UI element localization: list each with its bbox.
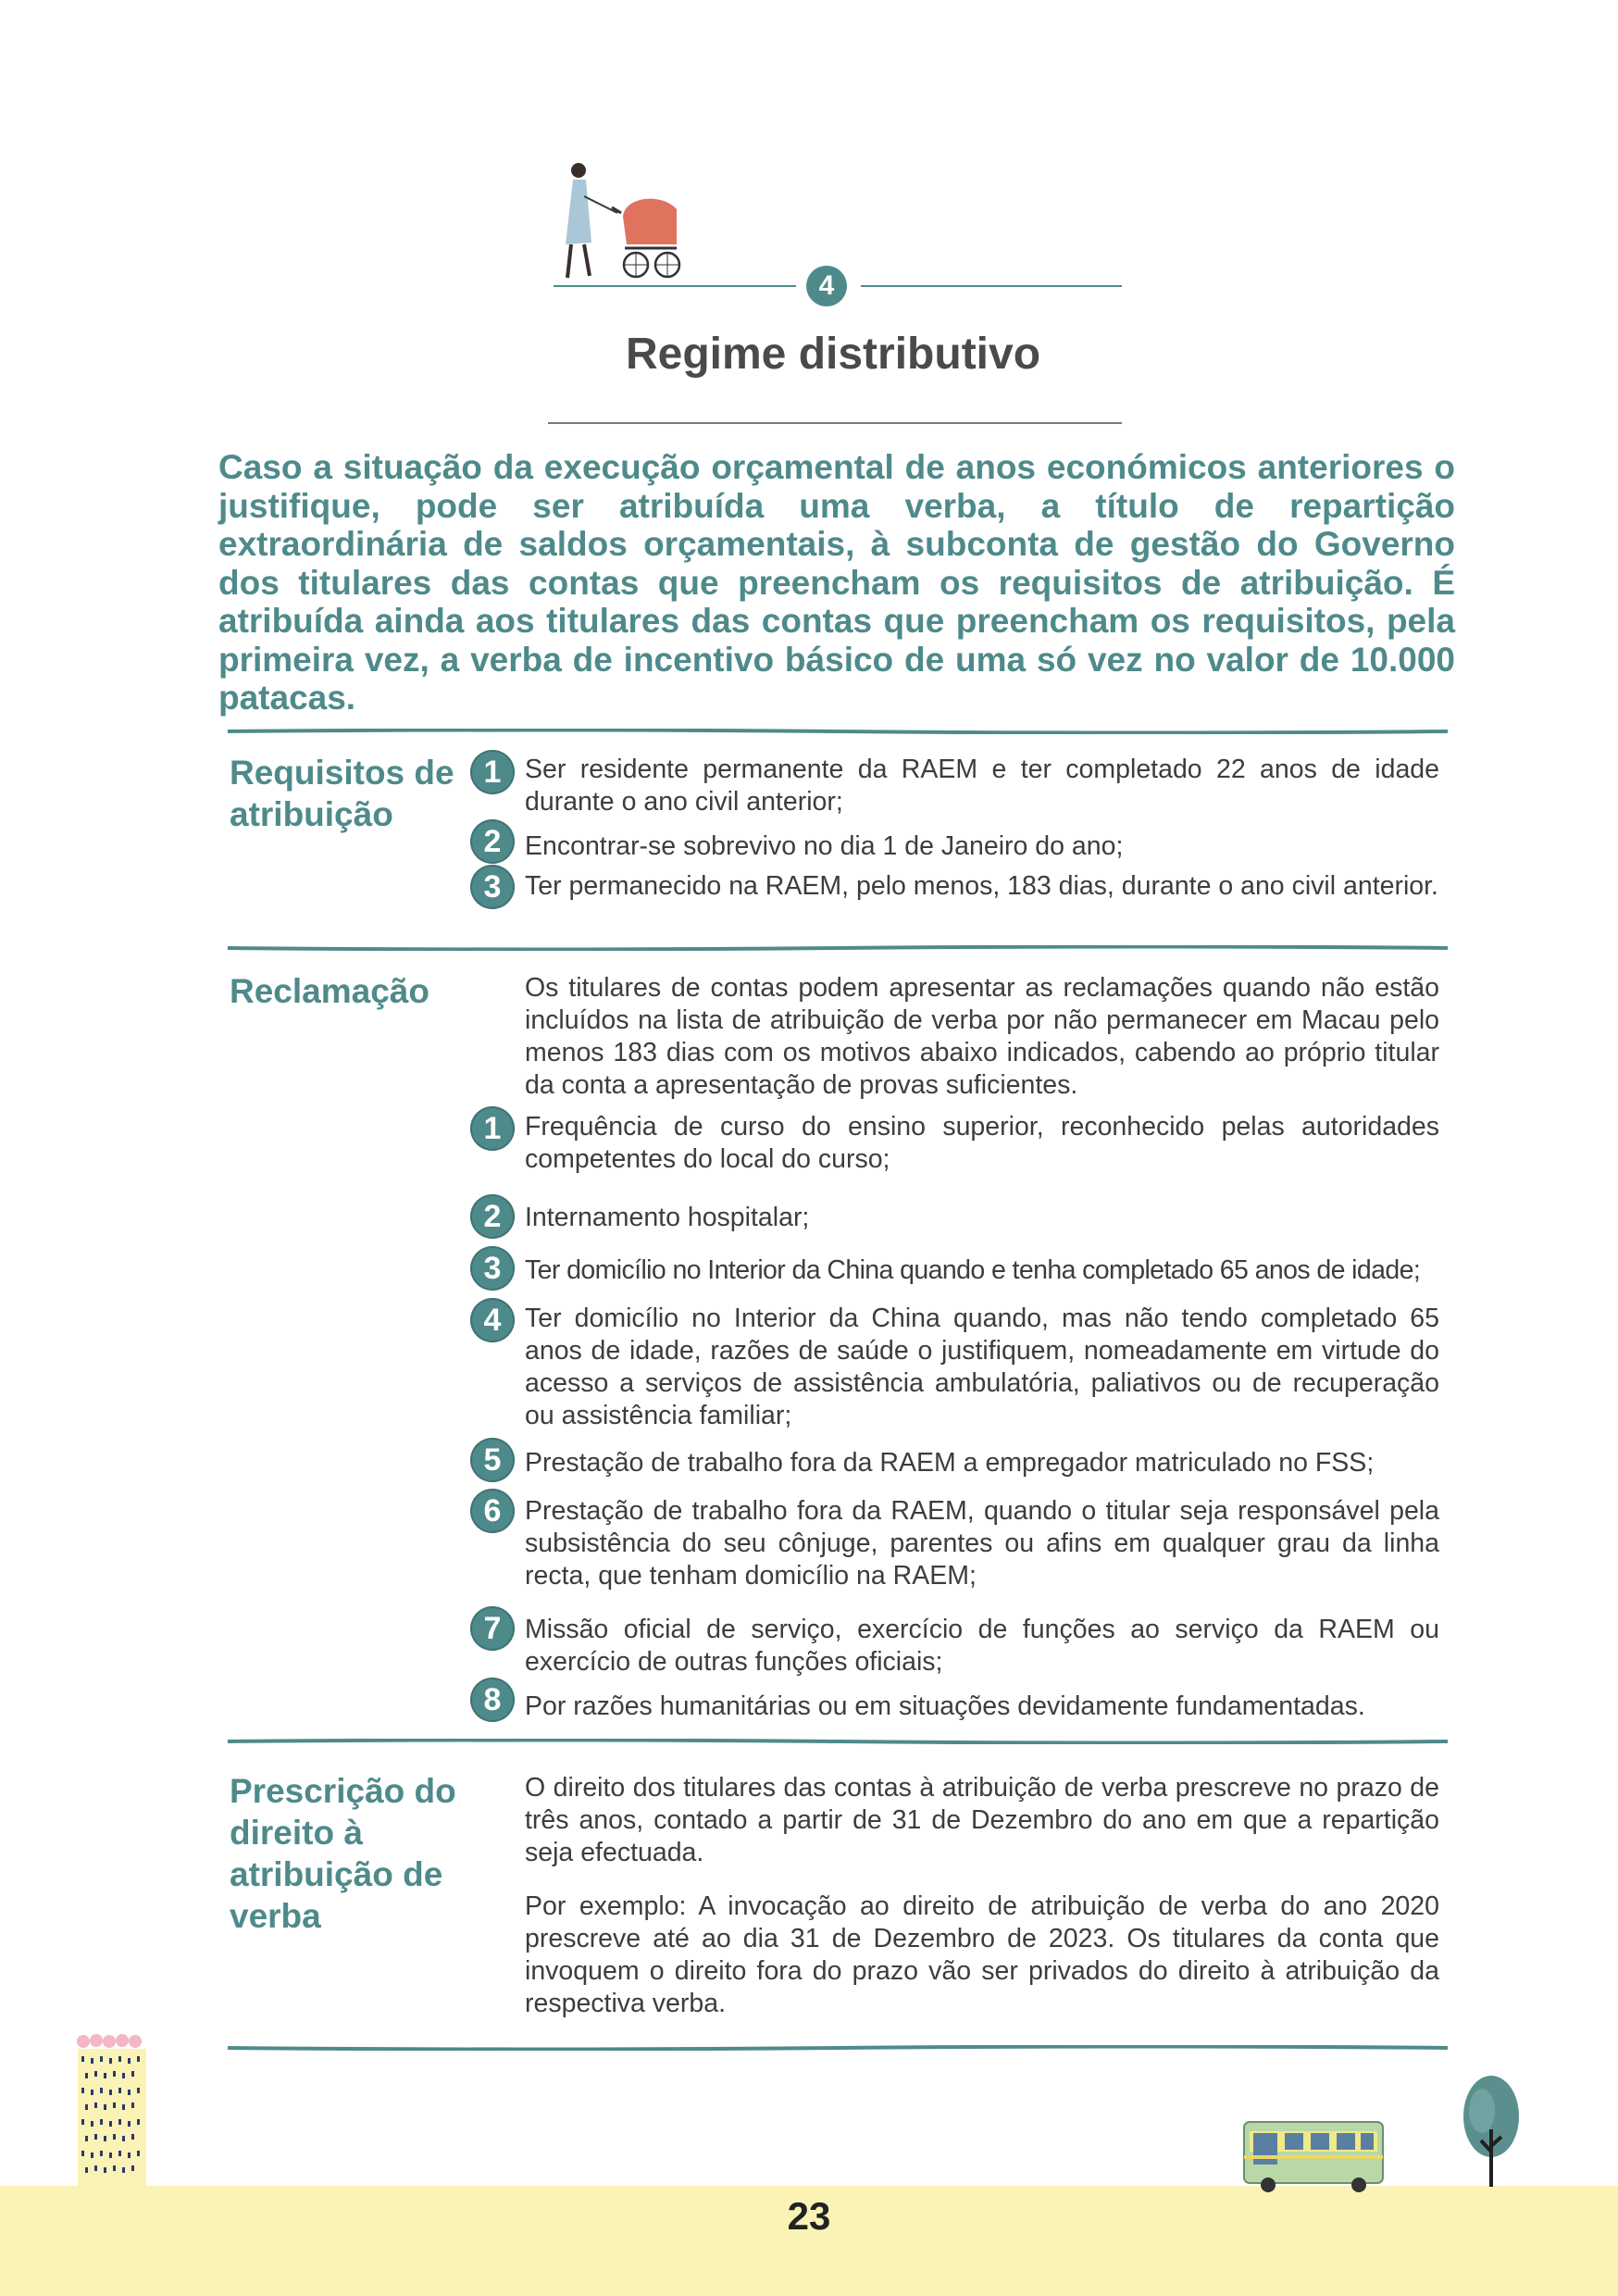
page-title: Regime distributivo	[625, 330, 1041, 379]
item-badge: 8	[470, 1678, 515, 1722]
dotted-block-illustration	[76, 2032, 152, 2186]
section-label-reclamacao: Reclamação	[230, 972, 429, 1010]
section-label-requisitos: Requisitos de atribuição	[230, 754, 454, 833]
bus-illustration	[1240, 2118, 1387, 2196]
page-number: 23	[787, 2194, 831, 2238]
item-badge: 7	[470, 1606, 515, 1651]
item-badge: 1	[470, 750, 515, 794]
item-badge: 6	[470, 1489, 515, 1533]
mother-with-stroller-illustration	[560, 159, 699, 289]
reclamacao-item: Frequência de curso do ensino superior, reconhecido pelas autoridades competentes do local do curso;	[525, 1112, 1439, 1174]
section-divider	[228, 2045, 1448, 2051]
section-divider	[228, 1739, 1448, 1744]
section-divider	[228, 945, 1448, 951]
reclamacao-item: Prestação de trabalho fora da RAEM, quando o titular seja responsável pela subsistência do seu cônjuge, parentes ou afins em qualquer grau da linha recta, que tenham domicílio na RAEM;	[525, 1496, 1439, 1591]
requisito-item: Ter permanecido na RAEM, pelo menos, 183 dias, durante o ano civil anterior.	[525, 871, 1438, 901]
item-badge: 4	[470, 1298, 515, 1342]
reclamacao-intro: Os titulares de contas podem apresentar as reclamações quando não estão incluídos na lista de atribuição de verba por não permanecer em Macau pelo menos 183 dias com os motivos abaixo indicados, cabendo ao próprio titular da conta a apresentação de provas suficientes.	[525, 973, 1439, 1100]
item-badge: 3	[470, 865, 515, 909]
title-rule	[548, 422, 1122, 424]
intro-paragraph: Caso a situação da execução orçamental de anos económicos anteriores o justifique, pode ser atribuída uma verba, a título de repartição extraordinária de saldos orçamentais, à subconta de gestão do Governo dos titulares das contas que preencham os requisitos de atribuição. É atribuída ainda aos titulares das contas que preencham os requisitos, pela primeira vez, a verba de incentivo básico de uma só vez no valor de 10.000 patacas.	[218, 448, 1455, 717]
prescricao-paragraph: Por exemplo: A invocação ao direito de atribuição de verba do ano 2020 prescreve até ao dia 31 de Dezembro de 2023. Os titulares da conta que invoquem o direito fora do prazo vão ser privados do direito à atribuição da respectiva verba.	[525, 1891, 1439, 2018]
requisito-item: Encontrar-se sobrevivo no dia 1 de Janeiro do ano;	[525, 831, 1124, 861]
header-rule-left	[554, 285, 796, 287]
reclamacao-item: Missão oficial de serviço, exercício de funções ao serviço da RAEM ou exercício de outras funções oficiais;	[525, 1615, 1439, 1677]
section-divider	[228, 729, 1448, 734]
item-badge: 5	[470, 1438, 515, 1482]
section-label-prescricao: Prescrição do direito à atribuição de verba	[230, 1772, 456, 1935]
tree-illustration	[1459, 2074, 1524, 2189]
item-badge: 2	[470, 1194, 515, 1239]
reclamacao-item: Por razões humanitárias ou em situações devidamente fundamentadas.	[525, 1691, 1365, 1721]
item-badge: 1	[470, 1106, 515, 1151]
reclamacao-item: Prestação de trabalho fora da RAEM a empregador matriculado no FSS;	[525, 1448, 1375, 1478]
header-rule-right	[861, 285, 1122, 287]
item-badge: 2	[470, 819, 515, 864]
reclamacao-item: Ter domicílio no Interior da China quando e tenha completado 65 anos de idade;	[525, 1255, 1421, 1285]
requisito-item: Ser residente permanente da RAEM e ter completado 22 anos de idade durante o ano civil anterior;	[525, 755, 1439, 817]
reclamacao-item: Internamento hospitalar;	[525, 1203, 810, 1232]
item-badge: 3	[470, 1246, 515, 1291]
section-number-badge: 4	[806, 266, 847, 306]
reclamacao-item: Ter domicílio no Interior da China quando, mas não tendo completado 65 anos de idade, razões de saúde o justifiquem, nomeadamente em virtude do acesso a serviços de assistência ambulatória, paliativos ou de recuperação ou assistência familiar;	[525, 1304, 1439, 1430]
prescricao-paragraph: O direito dos titulares das contas à atribuição de verba prescreve no prazo de três anos, contado a partir de 31 de Dezembro do ano em que a repartição seja efectuada.	[525, 1773, 1439, 1867]
